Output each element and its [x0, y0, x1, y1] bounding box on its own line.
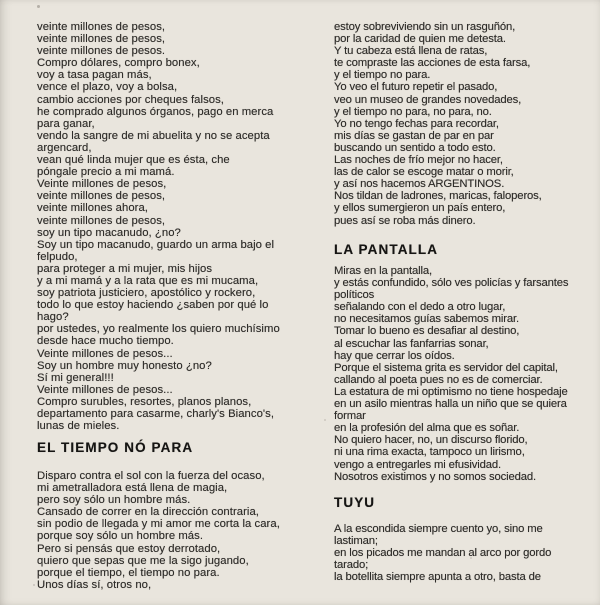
lyric-line: veinte millones de pesos,: [37, 21, 166, 33]
lyric-line: lastiman;: [334, 535, 378, 548]
lyric-line: para ganar,: [37, 117, 95, 130]
lyric-line: y así nos hacemos ARGENTINOS.: [334, 178, 505, 191]
lyric-line: desde hace mucho tiempo.: [37, 335, 174, 348]
lyric-line: sin podio de llegada y mi amor me corta la cara,: [37, 518, 280, 531]
lyric-line: La estatura de mi optimismo no tiene hospedaje: [334, 385, 568, 398]
lyric-line: he comprado algunos órganos, pago en merca: [37, 105, 274, 118]
lyric-line: veo un museo de grandes novedades,: [334, 93, 522, 106]
lyric-line: felpudo,: [37, 250, 78, 263]
lyric-line: Soy un hombre muy honesto ¿no?: [37, 359, 212, 372]
lyric-line: por ustedes, yo realmente los quiero muchísimo: [37, 323, 280, 336]
right-column: [334, 0, 598, 605]
lyric-line: Compro surubles, resortes, planos planos,: [37, 395, 252, 408]
lyric-line: mis días se gastan de par en par: [334, 129, 494, 142]
lyric-line: soy patriota justiciero, apostólico y rockero,: [37, 287, 256, 300]
lyric-line: Soy un tipo macanudo, guardo un arma bajo el: [37, 238, 275, 251]
lyric-line: quiero que sepas que me la sigo jugando,: [37, 554, 249, 567]
lyric-line: y estás confundido, sólo ves policías y farsantes: [334, 277, 569, 290]
lyric-line: la botellita siempre apunta a otro, basta de: [334, 571, 541, 584]
lyric-line: Y tu cabeza está llena de ratas,: [334, 45, 488, 58]
lyric-line: Cansado de correr en la dirección contraria,: [37, 506, 259, 519]
lyric-line: vengo a entregarles mi efusividad.: [334, 458, 501, 471]
lyric-line: porque soy sólo un hombre más.: [37, 530, 204, 543]
lyric-line: Veinte millones de pesos...: [37, 347, 173, 360]
lyric-line: veinte millones de pesos,: [37, 33, 166, 46]
lyric-line: A la escondida siempre cuento yo, sino me: [334, 523, 543, 535]
lyric-line: vean qué linda mujer que es ésta, che: [37, 154, 230, 167]
lyric-line: políticos: [334, 289, 375, 302]
left-column: [37, 0, 327, 605]
stanza-la-pantalla: [334, 265, 568, 483]
lyric-line: Yo no tengo fechas para recordar,: [334, 117, 499, 130]
stanza-tuyu: [334, 523, 551, 583]
stanza-el-tiempo-no-para-continued: [334, 21, 542, 227]
lyric-line: buscando un sentido a todo esto.: [334, 141, 496, 154]
lyric-line: las de calor se escoge matar o morir,: [334, 166, 514, 179]
lyric-line: soy un tipo macanudo, ¿no?: [37, 226, 181, 239]
lyric-line: Sí mi general!!!: [37, 371, 114, 384]
lyric-line: Disparo contra el sol con la fuerza del ocaso,: [37, 470, 265, 482]
lyric-line: cambio acciones por cheques falsos,: [37, 93, 224, 106]
lyric-line: hago?: [37, 311, 69, 324]
lyric-line: estoy sobreviviendo sin un rasguñón,: [334, 21, 516, 33]
lyric-line: para proteger a mi mujer, mis hijos: [37, 262, 213, 275]
stanza-el-tiempo-no-para: [37, 470, 280, 591]
lyric-line: Nosotros existimos y no somos sociedad.: [334, 470, 536, 483]
lyric-line: veinte millones de pesos,: [37, 190, 166, 203]
lyric-line: Tomar lo bueno es desafiar al destino,: [334, 325, 520, 338]
lyric-line: Pero si pensás que estoy derrotado,: [37, 542, 221, 555]
lyric-line: mi ametralladora está llena de magia,: [37, 482, 228, 495]
lyric-line: veinte millones de pesos,: [37, 214, 166, 227]
lyric-line: Porque el sistema grita es servidor del capital,: [334, 361, 558, 374]
lyric-line: lunas de mieles.: [37, 420, 120, 433]
lyric-line: al escuchar las fanfarrias sonar,: [334, 337, 489, 350]
lyric-line: hay que cerrar los oídos.: [334, 349, 455, 362]
lyric-line: póngale precio a mi mamá.: [37, 166, 175, 179]
lyric-line: Las noches de frío mejor no hacer,: [334, 154, 503, 167]
lyric-line: veinte millones ahora,: [37, 202, 148, 215]
lyric-line: y el tiempo no para.: [334, 69, 431, 82]
lyric-line: ni una rima exacta, tampoco un lirismo,: [334, 446, 525, 459]
lyric-line: porque el tiempo, el tiempo no para.: [37, 566, 220, 579]
scan-speck: [33, 584, 35, 586]
lyric-line: todo lo que estoy haciendo ¿saben por qué lo: [37, 299, 269, 312]
lyric-line: Veinte millones de pesos...: [37, 383, 173, 396]
lyric-line: por la caridad de quien me detesta.: [334, 33, 506, 46]
lyric-line: te compraste las acciones de esta farsa,: [334, 57, 531, 70]
scan-speck: [37, 5, 40, 8]
lyric-line: pues así se roba más dinero.: [334, 214, 476, 227]
lyric-line: Nos tildan de ladrones, maricas, faloperos,: [334, 190, 542, 203]
lyric-line: argencard,: [37, 141, 92, 154]
lyric-line: y ellos sumergieron un país entero,: [334, 202, 506, 215]
lyric-line: tarado;: [334, 559, 369, 572]
lyric-line: No quiero hacer, no, un discurso florido,: [334, 434, 528, 447]
lyric-line: Compro dólares, compro bonex,: [37, 57, 200, 70]
lyric-line: Yo veo el futuro repetir el pasado,: [334, 81, 498, 94]
lyric-line: vence el plazo, voy a bolsa,: [37, 81, 178, 94]
scan-speck: [324, 419, 326, 421]
lyric-line: voy a tasa pagan más,: [37, 69, 152, 82]
lyric-line: en la profesión del alma que es soñar.: [334, 422, 520, 435]
lyric-line: Miras en la pantalla,: [334, 265, 432, 277]
stanza-veinte-millones: [37, 21, 280, 432]
lyric-line: formar: [334, 410, 366, 423]
song-title-tuyu: TUYU: [334, 495, 376, 510]
lyric-line: en los picados me mandan al arco por gordo: [334, 547, 552, 560]
lyric-line: Veinte millones de pesos,: [37, 178, 167, 191]
lyric-line: callando al poeta pues no es de comerciar.: [334, 373, 543, 386]
lyric-line: no necesitamos guías sabemos mirar.: [334, 313, 520, 326]
song-title-el-tiempo-no-para: EL TIEMPO NÓ PARA: [37, 440, 194, 455]
lyric-line: veinte millones de pesos.: [37, 45, 166, 58]
lyric-line: pero soy sólo un hombre más.: [37, 494, 191, 507]
lyric-line: y a mi mamá y a la rata que es mi mucama,: [37, 274, 259, 287]
lyric-line: en un asilo mientras halla un niño que se quiera: [334, 398, 567, 411]
lyric-line: departamento para casarme, charly's Bianco's,: [37, 408, 275, 420]
lyric-line: y el tiempo no para, no para, no.: [334, 105, 492, 118]
lyric-line: Unos días sí, otros no,: [37, 578, 152, 591]
song-title-la-pantalla: LA PANTALLA: [334, 242, 439, 257]
lyric-line: vendo la sangre de mi abuelita y no se acepta: [37, 129, 270, 142]
scan-speck: [470, 557, 472, 559]
lyric-line: señalando con el dedo a otro lugar,: [334, 301, 506, 314]
